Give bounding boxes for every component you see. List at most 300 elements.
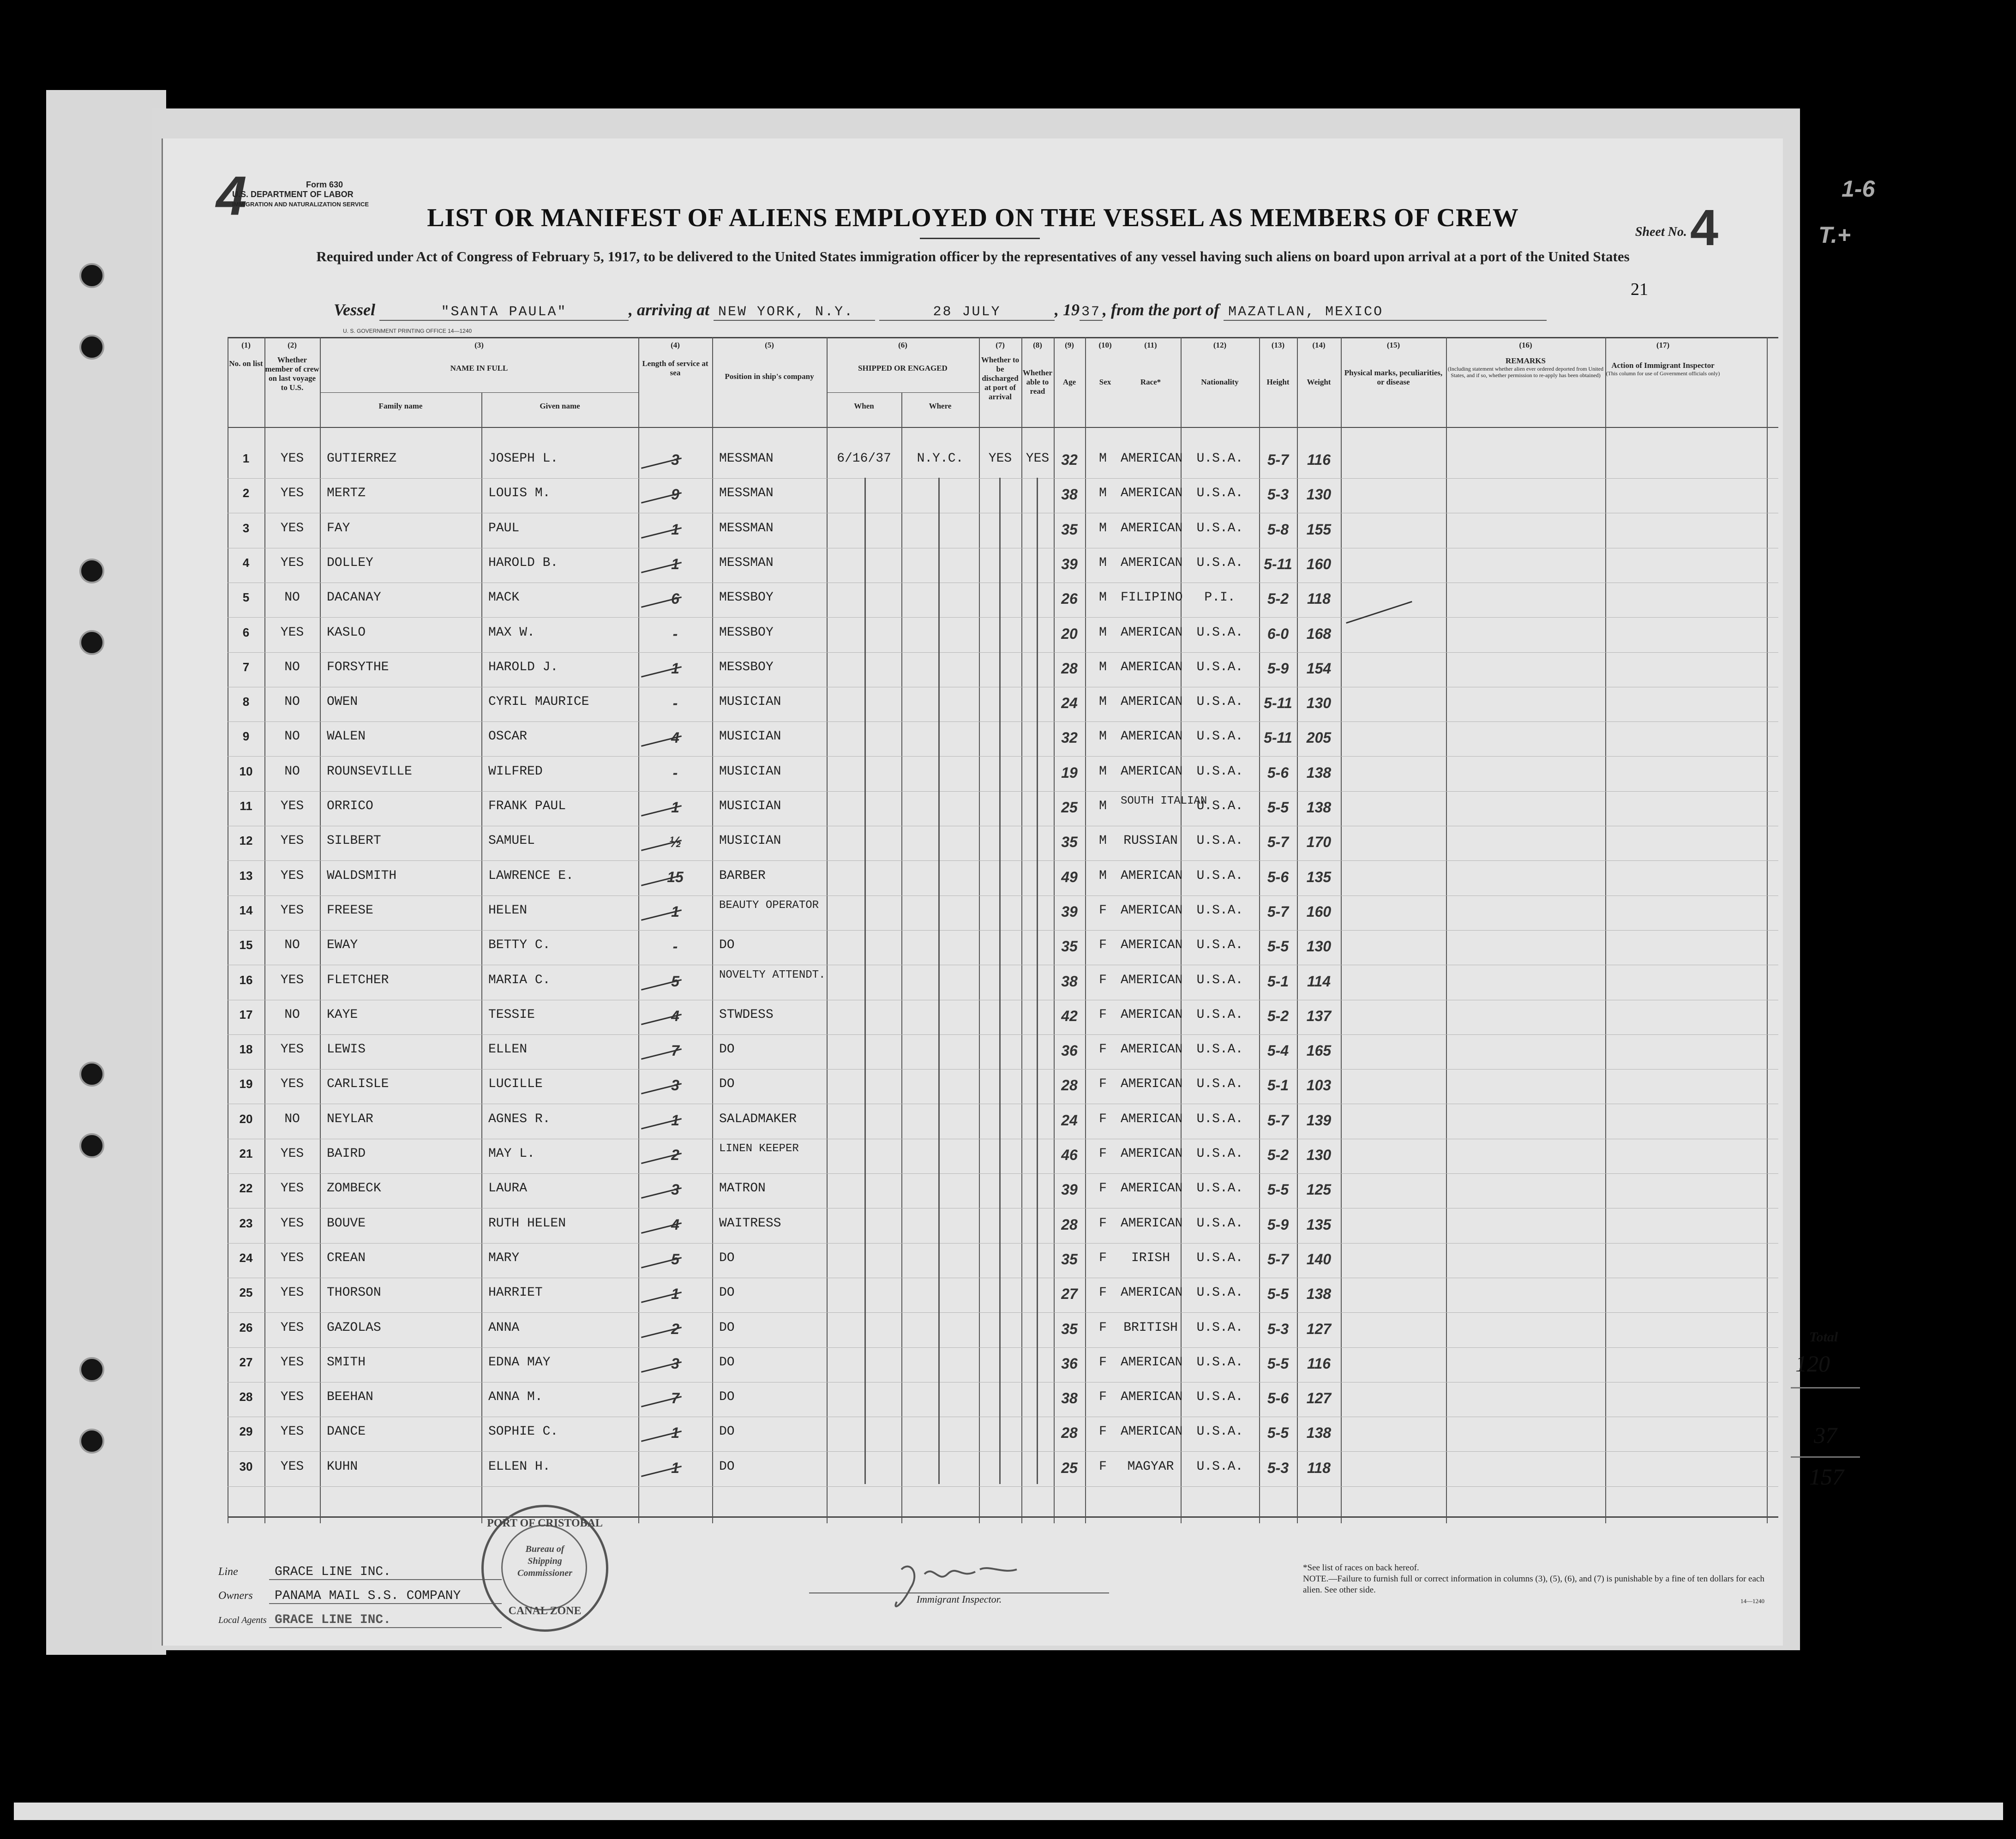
total-value: 37 <box>1814 1422 1837 1448</box>
cell-age: 35 <box>1061 938 1078 955</box>
cell-family: KASLO <box>327 625 366 640</box>
cell-sex: F <box>1099 973 1107 987</box>
cell-given: HAROLD B. <box>488 555 558 570</box>
cell-no: 13 <box>239 868 253 883</box>
cell-nat: P.I. <box>1204 590 1236 605</box>
cell-nat: U.S.A. <box>1196 903 1243 918</box>
film-edge <box>14 1803 2003 1820</box>
cell-nat: U.S.A. <box>1196 555 1243 570</box>
cell-height: 6-0 <box>1267 625 1289 642</box>
cell-sex: M <box>1099 695 1107 709</box>
cell-weight: 118 <box>1307 1459 1331 1476</box>
cell-position: DO <box>719 1459 735 1474</box>
cell-discharge: YES <box>988 451 1012 466</box>
margin-note: 1-6 <box>1842 176 1875 202</box>
cell-read: YES <box>1026 451 1050 466</box>
cell-height: 5-3 <box>1267 1320 1289 1337</box>
cell-prev: YES <box>280 973 304 987</box>
cell-age: 36 <box>1061 1042 1078 1059</box>
table-row <box>228 1277 1778 1313</box>
cell-position: DO <box>719 1424 735 1439</box>
cell-service: 1 <box>671 903 679 920</box>
cell-sex: M <box>1099 868 1107 883</box>
cell-prev: NO <box>284 590 300 605</box>
cell-family: FORSYTHE <box>327 660 389 674</box>
cell-height: 5-9 <box>1267 1216 1289 1233</box>
binder-hole <box>79 1133 104 1158</box>
table-row <box>228 617 1778 653</box>
cell-race: AMERICAN <box>1121 1112 1183 1126</box>
cell-sex: F <box>1099 1181 1107 1196</box>
cell-given: HARRIET <box>488 1286 543 1300</box>
cell-nat: U.S.A. <box>1196 1112 1243 1126</box>
cell-race: AMERICAN <box>1121 660 1183 674</box>
header-col16: (16) REMARKS (Including statement whether alien ever ordered deported from United States, and if so, whether permission to re-apply has been obtained) <box>1447 341 1604 379</box>
cell-given: FRANK PAUL <box>488 799 566 813</box>
cell-service: 2 <box>671 1147 679 1163</box>
cell-nat: U.S.A. <box>1196 1077 1243 1092</box>
cell-height: 5-6 <box>1267 1390 1289 1407</box>
print-office: U. S. GOVERNMENT PRINTING OFFICE 14—1240 <box>343 328 472 334</box>
cell-no: 24 <box>239 1250 253 1265</box>
cell-family: DACANAY <box>327 590 381 605</box>
cell-prev: YES <box>280 903 304 918</box>
cell-race: AMERICAN <box>1121 729 1183 744</box>
cell-service: 1 <box>671 1112 679 1129</box>
cell-sex: F <box>1099 1355 1107 1370</box>
cell-weight: 138 <box>1306 799 1332 816</box>
cell-weight: 116 <box>1307 451 1331 468</box>
port-stamp: PORT OF CRISTOBAL Bureau of Shipping Commissioner CANAL ZONE <box>481 1505 608 1632</box>
cell-nat: U.S.A. <box>1196 1355 1243 1370</box>
cell-weight: 165 <box>1306 1042 1332 1059</box>
cell-age: 25 <box>1061 1459 1078 1476</box>
header-col14: (14) Weight <box>1307 341 1331 386</box>
cell-position: MESSBOY <box>719 660 774 674</box>
binder-hole <box>79 559 104 583</box>
cell-weight: 127 <box>1306 1390 1332 1407</box>
cell-given: OSCAR <box>488 729 528 744</box>
header-col5: (5) Position in ship's company <box>725 341 814 381</box>
cell-nat: U.S.A. <box>1196 1424 1243 1439</box>
cell-position: NOVELTY ATTENDT. <box>719 968 826 981</box>
cell-age: 38 <box>1061 1390 1078 1407</box>
cell-sex: M <box>1099 590 1107 605</box>
cell-sex: M <box>1099 451 1107 466</box>
ditto-mark <box>999 478 1001 1484</box>
cell-race: MAGYAR <box>1127 1459 1174 1474</box>
cell-height: 5-2 <box>1267 590 1289 607</box>
header-col8: (8) Whether able to read <box>1022 341 1053 396</box>
cell-height: 5-11 <box>1264 729 1292 746</box>
cell-height: 5-7 <box>1267 1112 1289 1129</box>
cell-given: BETTY C. <box>488 938 551 953</box>
cell-no: 17 <box>239 1007 253 1022</box>
cell-no: 14 <box>239 903 253 917</box>
cell-no: 18 <box>239 1042 253 1057</box>
cell-nat: U.S.A. <box>1196 660 1243 674</box>
agents-name: GRACE LINE INC. <box>269 1613 502 1628</box>
cell-family: ZOMBECK <box>327 1181 381 1196</box>
cell-family: DOLLEY <box>327 555 373 570</box>
cell-race: RUSSIAN <box>1123 834 1178 848</box>
header-where: Where <box>929 402 952 410</box>
cell-position: MESSMAN <box>719 486 774 501</box>
cell-race: BRITISH <box>1123 1320 1178 1335</box>
cell-weight: 160 <box>1306 555 1332 572</box>
cell-height: 5-3 <box>1267 1459 1289 1476</box>
cell-height: 5-6 <box>1267 764 1289 781</box>
cell-service: 15 <box>667 868 684 885</box>
cell-nat: U.S.A. <box>1196 1181 1243 1196</box>
cell-prev: YES <box>280 1424 304 1439</box>
cell-prev: NO <box>284 938 300 953</box>
cell-prev: YES <box>280 799 304 813</box>
cell-height: 5-5 <box>1267 799 1289 816</box>
cell-race: AMERICAN <box>1121 868 1183 883</box>
cell-race: IRISH <box>1131 1250 1170 1265</box>
cell-no: 27 <box>239 1355 253 1369</box>
cell-service: 4 <box>671 1007 679 1024</box>
cell-race: AMERICAN <box>1121 625 1183 640</box>
ditto-mark <box>938 478 940 1484</box>
cell-given: SAMUEL <box>488 834 535 848</box>
cell-nat: U.S.A. <box>1196 1147 1243 1161</box>
table-row <box>228 443 1778 479</box>
cell-race: AMERICAN <box>1121 486 1183 501</box>
cell-weight: 137 <box>1306 1007 1332 1024</box>
cell-given: ANNA <box>488 1320 520 1335</box>
cell-sex: F <box>1099 938 1107 953</box>
cell-given: JOSEPH L. <box>488 451 558 466</box>
cell-nat: U.S.A. <box>1196 695 1243 709</box>
cell-position: MESSMAN <box>719 555 774 570</box>
cell-prev: NO <box>284 764 300 779</box>
cell-family: DANCE <box>327 1424 366 1439</box>
cell-service: 9 <box>671 486 679 503</box>
cell-race: AMERICAN <box>1121 451 1183 466</box>
cell-family: BEEHAN <box>327 1390 373 1405</box>
cell-position: BEAUTY OPERATOR <box>719 899 819 912</box>
cell-weight: 168 <box>1306 625 1332 642</box>
cell-weight: 160 <box>1306 903 1332 920</box>
arrival-year: 37 <box>1080 304 1103 321</box>
cell-nat: U.S.A. <box>1196 1390 1243 1405</box>
footer-agents: Line GRACE LINE INC. Owners PANAMA MAIL S.S. COMPANY Local Agents GRACE LINE INC. <box>218 1565 502 1637</box>
table-row <box>228 1173 1778 1208</box>
cell-height: 5-11 <box>1264 695 1292 712</box>
cell-service: 4 <box>671 729 679 746</box>
cell-sex: F <box>1099 1320 1107 1335</box>
cell-prev: YES <box>280 451 304 466</box>
ditto-mark <box>864 478 866 1484</box>
cell-family: ROUNSEVILLE <box>327 764 412 779</box>
cell-race: SOUTH ITALIAN <box>1121 795 1207 807</box>
cell-given: PAUL <box>488 521 520 535</box>
inspector-signature <box>883 1556 1049 1620</box>
cell-age: 28 <box>1061 1216 1078 1233</box>
cell-height: 5-6 <box>1267 868 1289 885</box>
cell-service: - <box>672 764 678 781</box>
cell-age: 46 <box>1061 1147 1078 1163</box>
cell-height: 5-7 <box>1267 903 1289 920</box>
cell-position: DO <box>719 938 735 953</box>
cell-service: 7 <box>671 1042 679 1059</box>
cell-height: 5-4 <box>1267 1042 1289 1059</box>
cell-no: 10 <box>239 764 253 778</box>
cell-age: 42 <box>1061 1007 1078 1024</box>
header-col12: (12) Nationality <box>1201 341 1239 386</box>
cell-no: 9 <box>242 729 250 744</box>
cell-prev: YES <box>280 1077 304 1092</box>
cell-service: 7 <box>671 1390 679 1407</box>
cell-given: ANNA M. <box>488 1390 543 1405</box>
cell-position: WAITRESS <box>719 1216 781 1231</box>
cell-service: ½ <box>669 834 682 851</box>
cell-age: 25 <box>1061 799 1078 816</box>
crew-table <box>228 337 1778 1523</box>
cell-weight: 114 <box>1307 973 1331 990</box>
page-mark: 4 <box>216 165 247 227</box>
cell-position: MUSICIAN <box>719 764 781 779</box>
cell-family: KAYE <box>327 1007 358 1022</box>
cell-where: N.Y.C. <box>917 451 964 466</box>
cell-given: ELLEN <box>488 1042 528 1057</box>
cell-weight: 170 <box>1306 834 1332 851</box>
cell-race: AMERICAN <box>1121 1390 1183 1405</box>
binder-hole <box>79 1062 104 1087</box>
cell-sex: F <box>1099 1216 1107 1231</box>
header-col7: (7) Whether to be discharged at port of arrival <box>981 341 1020 401</box>
cell-height: 5-5 <box>1267 938 1289 955</box>
cell-given: LUCILLE <box>488 1077 543 1092</box>
table-row <box>228 1138 1778 1174</box>
cell-nat: U.S.A. <box>1196 799 1243 813</box>
cell-nat: U.S.A. <box>1196 625 1243 640</box>
cell-nat: U.S.A. <box>1196 1250 1243 1265</box>
cell-position: DO <box>719 1077 735 1092</box>
cell-no: 7 <box>242 660 250 674</box>
table-row <box>228 1416 1778 1452</box>
cell-age: 28 <box>1061 1077 1078 1094</box>
cell-nat: U.S.A. <box>1196 451 1243 466</box>
binder-hole <box>79 1429 104 1454</box>
cell-nat: U.S.A. <box>1196 521 1243 535</box>
cell-service: 4 <box>671 1216 679 1233</box>
cell-family: BAIRD <box>327 1147 366 1161</box>
cell-service: 1 <box>671 1286 679 1303</box>
cell-sex: M <box>1099 486 1107 501</box>
cell-race: AMERICAN <box>1121 695 1183 709</box>
cell-no: 28 <box>239 1390 253 1404</box>
header-col1: (1) No. on list <box>229 341 263 368</box>
cell-weight: 135 <box>1306 868 1332 885</box>
cell-family: LEWIS <box>327 1042 366 1057</box>
cell-sex: M <box>1099 799 1107 813</box>
cell-weight: 140 <box>1306 1250 1332 1268</box>
cell-age: 24 <box>1061 695 1078 712</box>
cell-age: 19 <box>1061 764 1078 781</box>
binder-hole <box>79 1357 104 1382</box>
cell-sex: F <box>1099 1042 1107 1057</box>
cell-no: 20 <box>239 1112 253 1126</box>
cell-age: 39 <box>1061 903 1078 920</box>
cell-position: DO <box>719 1355 735 1370</box>
cell-position: MUSICIAN <box>719 695 781 709</box>
cell-family: SMITH <box>327 1355 366 1370</box>
table-row <box>228 582 1778 618</box>
cell-prev: YES <box>280 625 304 640</box>
cell-family: FREESE <box>327 903 373 918</box>
cell-no: 8 <box>242 695 250 709</box>
cell-race: AMERICAN <box>1121 938 1183 953</box>
cell-given: CYRIL MAURICE <box>488 695 589 709</box>
table-row <box>228 513 1778 548</box>
cell-nat: U.S.A. <box>1196 1216 1243 1231</box>
total-value: 120 <box>1795 1351 1830 1376</box>
cell-age: 24 <box>1061 1112 1078 1129</box>
cell-service: 5 <box>671 1250 679 1268</box>
cell-given: RUTH HELEN <box>488 1216 566 1231</box>
cell-prev: NO <box>284 695 300 709</box>
cell-sex: M <box>1099 729 1107 744</box>
binder-strip <box>46 90 166 1655</box>
vessel-line: Vessel "SANTA PAULA" , arriving at NEW YORK, N.Y. 28 JULY , 19 37 , from the port of MAZATLAN, MEXICO <box>334 300 1547 321</box>
cell-prev: YES <box>280 555 304 570</box>
cell-position: DO <box>719 1042 735 1057</box>
cell-given: AGNES R. <box>488 1112 551 1126</box>
cell-sex: F <box>1099 1424 1107 1439</box>
cell-prev: YES <box>280 1355 304 1370</box>
cell-prev: NO <box>284 729 300 744</box>
cell-prev: YES <box>280 1147 304 1161</box>
cell-no: 3 <box>242 521 250 535</box>
cell-race: AMERICAN <box>1121 1216 1183 1231</box>
cell-service: 1 <box>671 660 679 677</box>
table-row <box>228 999 1778 1035</box>
cell-age: 38 <box>1061 486 1078 503</box>
cell-weight: 139 <box>1306 1112 1332 1129</box>
sheet-number: Sheet No. 4 <box>1635 199 1718 256</box>
cell-prev: YES <box>280 521 304 535</box>
cell-prev: YES <box>280 486 304 501</box>
cell-weight: 103 <box>1306 1077 1332 1094</box>
cell-prev: YES <box>280 1250 304 1265</box>
requirement-text: Required under Act of Congress of February 5, 1917, to be delivered to the United States immigration officer by the representatives of any vessel having such aliens on board upon arrival at a port of the United States <box>316 248 1630 264</box>
cell-when: 6/16/37 <box>837 451 891 466</box>
cell-sex: F <box>1099 1112 1107 1126</box>
cell-family: WALEN <box>327 729 366 744</box>
cell-given: SOPHIE C. <box>488 1424 558 1439</box>
cell-position: MESSMAN <box>719 451 774 466</box>
cell-weight: 138 <box>1306 1286 1332 1303</box>
cell-race: FILIPINO <box>1121 590 1183 605</box>
cell-height: 5-5 <box>1267 1286 1289 1303</box>
page-title: LIST OR MANIFEST OF ALIENS EMPLOYED ON THE VESSEL AS MEMBERS OF CREW <box>427 204 1519 232</box>
cell-family: WALDSMITH <box>327 868 397 883</box>
cell-weight: 130 <box>1306 938 1332 955</box>
cell-service: - <box>672 695 678 712</box>
cell-position: MESSBOY <box>719 625 774 640</box>
cell-service: 3 <box>671 451 679 468</box>
header-family-name: Family name <box>378 402 423 410</box>
ditto-mark <box>1037 478 1038 1484</box>
cell-family: NEYLAR <box>327 1112 373 1126</box>
cell-sex: F <box>1099 1390 1107 1405</box>
table-row <box>228 791 1778 826</box>
cell-family: ORRICO <box>327 799 373 813</box>
arrival-date: 28 JULY <box>879 304 1055 321</box>
cell-family: OWEN <box>327 695 358 709</box>
table-row <box>228 1243 1778 1278</box>
cell-weight: 130 <box>1306 1147 1332 1163</box>
cell-given: LAWRENCE E. <box>488 868 574 883</box>
cell-prev: YES <box>280 834 304 848</box>
cell-position: SALADMAKER <box>719 1112 797 1126</box>
table-row <box>228 1382 1778 1417</box>
cell-given: WILFRED <box>488 764 543 779</box>
cell-prev: NO <box>284 1112 300 1126</box>
header-col13: (13) Height <box>1266 341 1290 386</box>
cell-sex: F <box>1099 1459 1107 1474</box>
cell-no: 2 <box>242 486 250 500</box>
cell-race: AMERICAN <box>1121 973 1183 987</box>
cell-service: 2 <box>671 1320 679 1337</box>
cell-prev: YES <box>280 1320 304 1335</box>
table-row <box>228 965 1778 1000</box>
cell-family: GAZOLAS <box>327 1320 381 1335</box>
cell-sex: F <box>1099 903 1107 918</box>
cell-no: 26 <box>239 1320 253 1334</box>
table-row <box>228 652 1778 687</box>
cell-sex: M <box>1099 555 1107 570</box>
cell-age: 27 <box>1061 1286 1078 1303</box>
cell-height: 5-2 <box>1267 1007 1289 1024</box>
cell-no: 5 <box>242 590 250 605</box>
cell-height: 5-1 <box>1267 1077 1289 1094</box>
total-value: 157 <box>1809 1464 1844 1490</box>
cell-height: 5-3 <box>1267 486 1289 503</box>
cell-service: - <box>672 938 678 955</box>
margin-note: T.+ <box>1818 222 1851 248</box>
manifest-page <box>162 138 1783 1646</box>
cell-service: 3 <box>671 1181 679 1198</box>
cell-service: 5 <box>671 973 679 990</box>
header-col6: (6) SHIPPED OR ENGAGED <box>858 341 948 373</box>
header-col10: (10) Sex <box>1098 341 1112 386</box>
cell-sex: F <box>1099 1147 1107 1161</box>
cell-position: DO <box>719 1320 735 1335</box>
cell-service: - <box>672 625 678 642</box>
header-given-name: Given name <box>540 402 580 410</box>
table-row <box>228 1451 1778 1487</box>
header-col4: (4) Length of service at sea <box>642 341 708 377</box>
cell-weight: 205 <box>1306 729 1332 746</box>
cell-height: 5-8 <box>1267 521 1289 538</box>
table-row <box>228 686 1778 722</box>
cell-age: 38 <box>1061 973 1078 990</box>
cell-service: 3 <box>671 1355 679 1372</box>
header-col17: (17) Action of Immigrant Inspector (This column for use of Government officials only) <box>1606 341 1720 377</box>
cell-weight: 154 <box>1306 660 1332 677</box>
cell-sex: M <box>1099 660 1107 674</box>
cell-given: MARY <box>488 1250 520 1265</box>
cell-height: 5-7 <box>1267 451 1289 468</box>
table-row <box>228 756 1778 792</box>
cell-age: 20 <box>1061 625 1078 642</box>
cell-family: SILBERT <box>327 834 381 848</box>
cell-position: DO <box>719 1250 735 1265</box>
